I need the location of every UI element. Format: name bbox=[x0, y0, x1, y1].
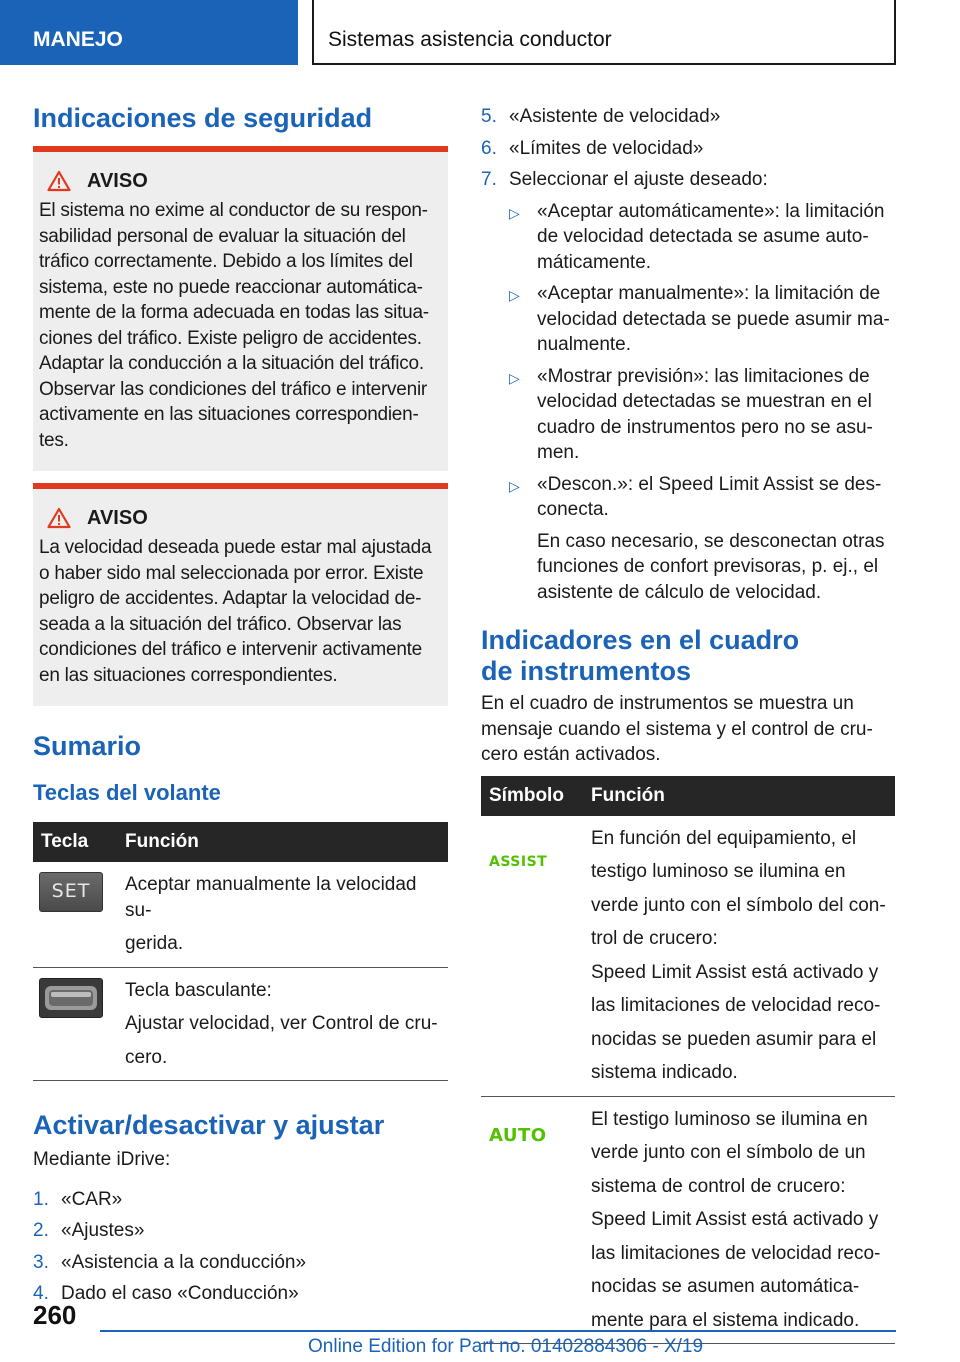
option-line: funciones de confort previsoras, p. ej., el bbox=[537, 556, 879, 577]
table-header: Función bbox=[117, 822, 448, 862]
list-item bbox=[33, 1187, 448, 1213]
step-text: «Límites de velocidad» bbox=[509, 137, 704, 159]
table-header: Función bbox=[583, 776, 895, 816]
option-line: máticamente. bbox=[537, 251, 652, 273]
option-line: «Aceptar manualmente»: la limitación de bbox=[537, 283, 881, 304]
activate-steps-right bbox=[481, 104, 895, 193]
option-line: «Descon.»: el Speed Limit Assist se des- bbox=[537, 473, 882, 495]
step-number: 2. bbox=[33, 1220, 49, 1241]
rocker-key-icon bbox=[39, 978, 103, 1018]
warning-line: tes. bbox=[39, 429, 69, 451]
cell-line: El testigo luminoso se ilumina en bbox=[591, 1108, 868, 1130]
cell-line: Aceptar manualmente la velocidad su- bbox=[125, 874, 417, 921]
step-number: 6. bbox=[481, 137, 497, 159]
step-number: 4. bbox=[33, 1283, 49, 1304]
warning-line: Adaptar la conducción a la situación del tráfico. bbox=[39, 353, 424, 374]
warning-line: peligro de accidentes. Adaptar la velocidad de- bbox=[39, 588, 422, 609]
warning-box-1 bbox=[33, 146, 448, 471]
rocker-switch-icon bbox=[43, 983, 99, 1013]
indicators-intro-line: cero están activados. bbox=[481, 744, 661, 765]
option-line: velocidad detectada se puede asumir ma- bbox=[537, 308, 890, 330]
indicators-title-line: Indicadores en el cuadro bbox=[481, 625, 800, 655]
step-text: «Asistencia a la conducción» bbox=[61, 1251, 307, 1273]
list-item bbox=[33, 1281, 448, 1307]
safety-title: Indicaciones de seguridad bbox=[33, 103, 373, 133]
warning-label: AVISO bbox=[87, 506, 148, 529]
cell-line: nocidas se asumen automática- bbox=[591, 1276, 860, 1297]
footer-rule bbox=[100, 1330, 896, 1332]
header-chapter: Sistemas asistencia conductor bbox=[312, 0, 896, 65]
cell-line: sistema de control de crucero: bbox=[591, 1175, 846, 1197]
cell-line: En función del equipamiento, el bbox=[591, 827, 857, 849]
left-column bbox=[33, 100, 448, 1313]
option-line: «Mostrar previsión»: las limitaciones de bbox=[537, 365, 870, 387]
warning-box-2 bbox=[33, 483, 448, 706]
cell-line: mente para el sistema indicado. bbox=[591, 1309, 860, 1331]
right-column bbox=[481, 104, 895, 1344]
summary-title: Sumario bbox=[33, 731, 142, 761]
option-line: velocidad detectadas se muestran en el bbox=[537, 391, 872, 412]
cell-line: nocidas se pueden asumir para el bbox=[591, 1028, 877, 1050]
step-text: «Ajustes» bbox=[61, 1220, 145, 1241]
table-row bbox=[33, 862, 448, 967]
warning-triangle-icon bbox=[47, 507, 71, 529]
cell-line: verde junto con el símbolo de un bbox=[591, 1142, 866, 1163]
cell-line: las limitaciones de velocidad reco- bbox=[591, 1242, 881, 1264]
setting-options bbox=[481, 199, 895, 606]
cell-line: verde junto con el símbolo del con- bbox=[591, 894, 886, 916]
list-item bbox=[509, 472, 895, 606]
warning-line: o haber sido mal seleccionada por error. Existe bbox=[39, 562, 424, 584]
activate-steps-left bbox=[33, 1187, 448, 1307]
option-line: «Aceptar automáticamente»: la limitación bbox=[537, 200, 885, 222]
steering-keys-table bbox=[33, 822, 448, 1081]
list-item bbox=[509, 281, 895, 358]
triangle-bullet-icon: ▷ bbox=[509, 287, 520, 303]
header-section: MANEJO bbox=[0, 0, 298, 65]
footer-edition: Online Edition for Part no. 01402884306 - X/19 bbox=[308, 1336, 704, 1357]
cell-line: Ajustar velocidad, ver Control de cru- bbox=[125, 1013, 438, 1034]
warning-line: sistema, este no puede reaccionar automática- bbox=[39, 276, 423, 298]
cell-line: cero. bbox=[125, 1046, 168, 1068]
option-line: men. bbox=[537, 442, 580, 463]
page-number: 260 bbox=[33, 1300, 77, 1330]
option-line: conecta. bbox=[537, 499, 609, 520]
table-header: Símbolo bbox=[481, 776, 583, 816]
step-text: Dado el caso «Conducción» bbox=[61, 1283, 299, 1304]
activate-intro: Mediante iDrive: bbox=[33, 1149, 171, 1170]
indicators-intro-line: En el cuadro de instrumentos se muestra un bbox=[481, 693, 854, 714]
warning-line: La velocidad deseada puede estar mal ajustada bbox=[39, 537, 432, 558]
option-line: de velocidad detectada se asume auto- bbox=[537, 226, 869, 247]
warning-line: condiciones del tráfico e intervenir activamente bbox=[39, 639, 422, 660]
activate-title: Activar/desactivar y ajustar bbox=[33, 1110, 385, 1140]
indicators-title-line: de instrumentos bbox=[481, 656, 692, 686]
cell-line: Speed Limit Assist está activado y bbox=[591, 961, 879, 983]
auto-symbol-icon: AUTO bbox=[489, 1124, 547, 1146]
indicators-table bbox=[481, 776, 895, 1345]
warning-label: AVISO bbox=[87, 169, 148, 192]
summary-subtitle: Teclas del volante bbox=[33, 780, 221, 805]
warning-line: sabilidad personal de evaluar la situación del bbox=[39, 225, 406, 247]
table-row bbox=[481, 816, 895, 1097]
triangle-bullet-icon: ▷ bbox=[509, 369, 520, 386]
list-item bbox=[33, 1250, 448, 1276]
cell-line: trol de crucero: bbox=[591, 928, 718, 949]
table-header: Tecla bbox=[33, 822, 117, 862]
table-row bbox=[33, 967, 448, 1081]
warning-line: tráfico correctamente. Debido a los límites del bbox=[39, 251, 413, 272]
warning-line: en las situaciones correspondientes. bbox=[39, 664, 338, 686]
list-item bbox=[509, 364, 895, 466]
table-row bbox=[481, 1096, 895, 1344]
step-number: 3. bbox=[33, 1251, 49, 1273]
option-line: En caso necesario, se desconectan otras bbox=[537, 530, 885, 552]
cell-line: Speed Limit Assist está activado y bbox=[591, 1209, 879, 1230]
list-item bbox=[481, 136, 895, 162]
cell-line: gerida. bbox=[125, 933, 184, 954]
step-text: Seleccionar el ajuste deseado: bbox=[509, 169, 768, 190]
option-line: asistente de cálculo de velocidad. bbox=[537, 581, 822, 603]
warning-line: Observar las condiciones del tráfico e intervenir bbox=[39, 378, 427, 400]
warning-line: activamente en las situaciones correspondien- bbox=[39, 404, 419, 425]
warning-line: El sistema no exime al conductor de su respon- bbox=[39, 200, 428, 221]
cell-line: testigo luminoso se ilumina en bbox=[591, 861, 846, 882]
set-key-icon bbox=[39, 872, 103, 912]
option-line: nualmente. bbox=[537, 334, 632, 355]
set-key-label: SET bbox=[51, 880, 91, 903]
step-text: «CAR» bbox=[61, 1188, 123, 1210]
list-item bbox=[481, 104, 895, 130]
cell-line: Tecla basculante: bbox=[125, 979, 272, 1001]
indicators-title bbox=[481, 625, 895, 687]
step-number: 1. bbox=[33, 1188, 49, 1210]
warning-line: mente de la forma adecuada en todas las situa- bbox=[39, 302, 429, 323]
cell-line: las limitaciones de velocidad reco- bbox=[591, 995, 881, 1016]
step-text: «Asistente de velocidad» bbox=[509, 106, 721, 127]
option-line: cuadro de instrumentos pero no se asu- bbox=[537, 416, 873, 438]
warning-line: ciones del tráfico. Existe peligro de accidentes. bbox=[39, 327, 422, 349]
warning-triangle-icon bbox=[47, 170, 71, 192]
list-item bbox=[509, 199, 895, 276]
triangle-bullet-icon: ▷ bbox=[509, 204, 520, 221]
warning-line: seada a la situación del tráfico. Observar las bbox=[39, 613, 402, 635]
assist-symbol-icon: ASSIST bbox=[489, 853, 548, 870]
step-number: 7. bbox=[481, 169, 497, 190]
list-item bbox=[33, 1218, 448, 1244]
list-item bbox=[481, 167, 895, 193]
indicators-intro-line: mensaje cuando el sistema y el control de cru- bbox=[481, 718, 873, 740]
step-number: 5. bbox=[481, 106, 497, 127]
triangle-bullet-icon: ▷ bbox=[509, 477, 520, 494]
cell-line: sistema indicado. bbox=[591, 1062, 738, 1083]
